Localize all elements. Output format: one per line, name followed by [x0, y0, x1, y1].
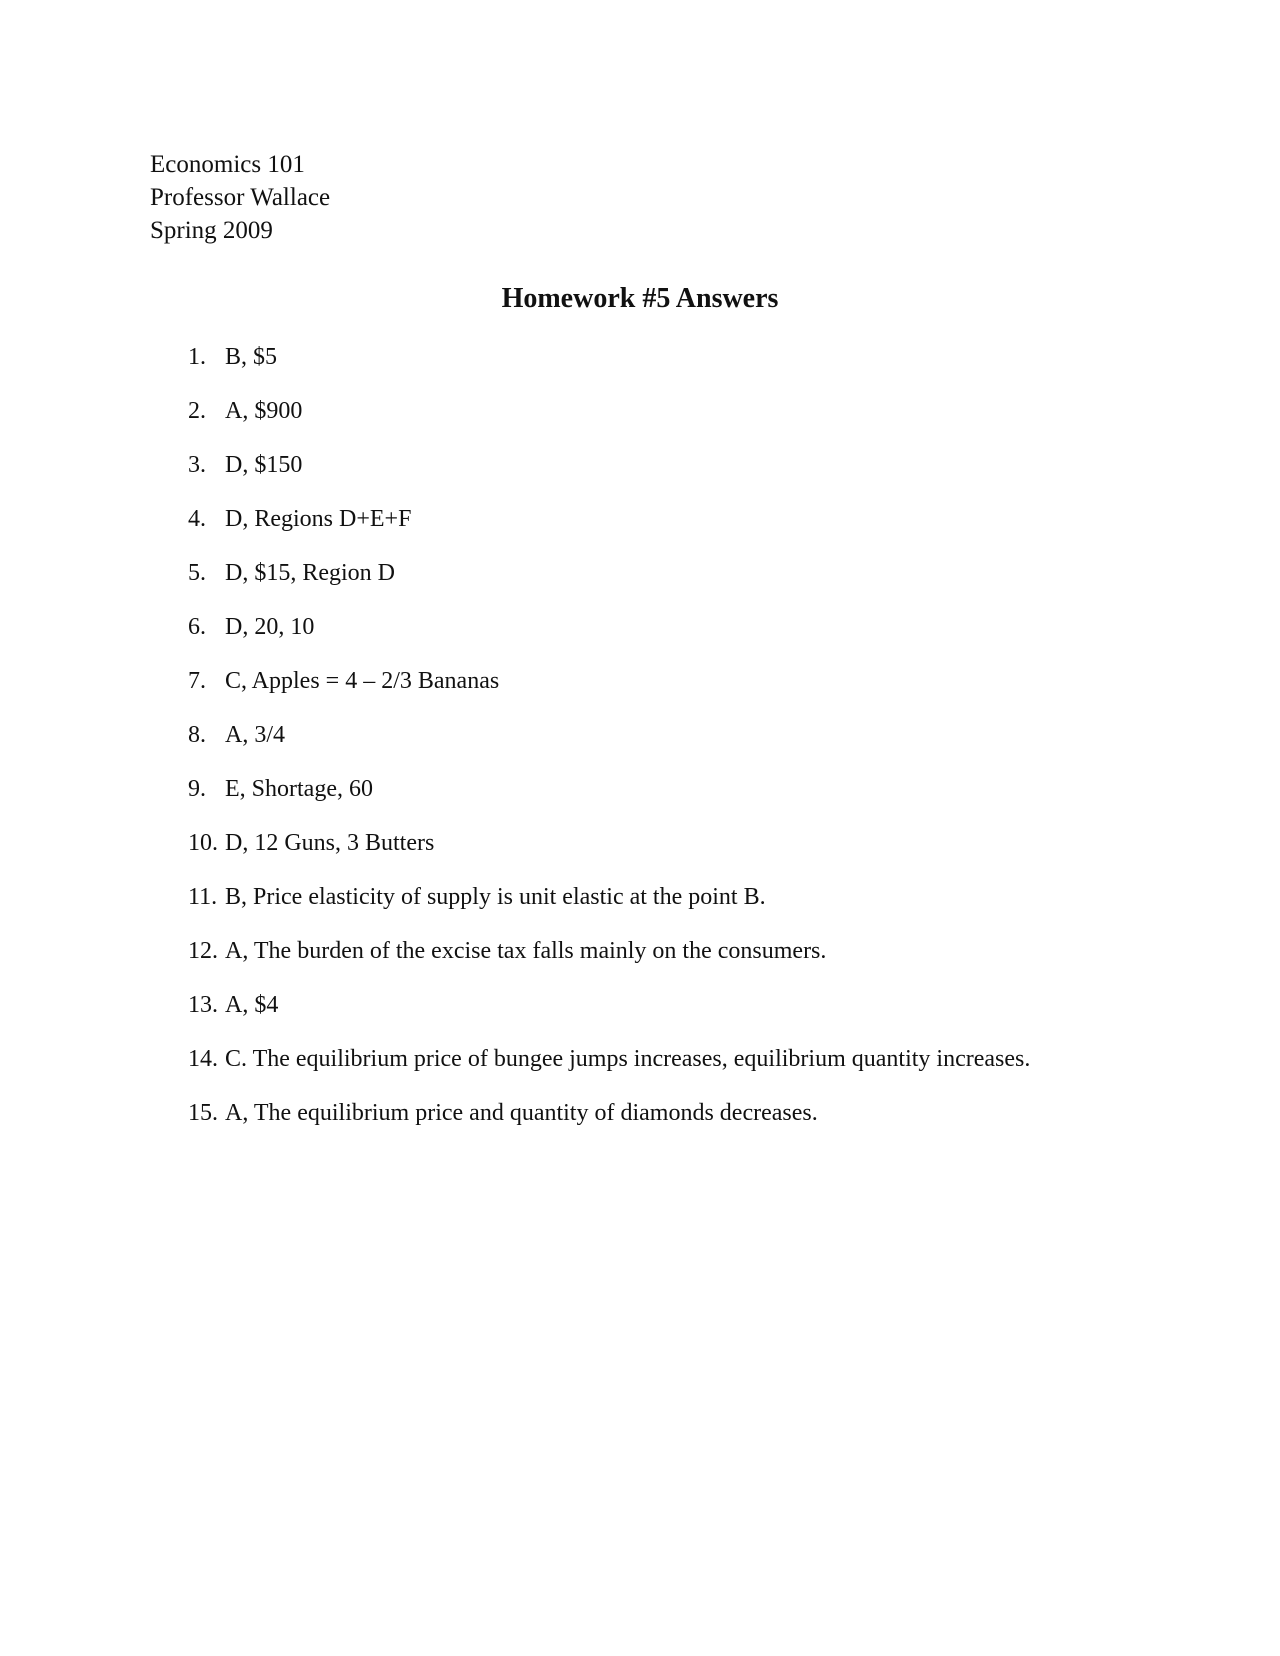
- answer-text: A, $4: [225, 992, 279, 1018]
- answer-number: 12.: [188, 938, 218, 964]
- answer-text: D, Regions D+E+F: [225, 506, 412, 532]
- answer-number: 11.: [188, 884, 218, 910]
- list-item: [188, 772, 1030, 826]
- list-item: [188, 934, 1030, 988]
- page-title: Homework #5 Answers: [501, 283, 779, 314]
- course-name: Economics 101: [150, 151, 305, 178]
- list-item: [188, 664, 1030, 718]
- answer-text: B, Price elasticity of supply is unit elastic at the point B.: [225, 884, 766, 910]
- document-header: [150, 148, 330, 247]
- list-item: [188, 988, 1030, 1042]
- answer-text: A, The burden of the excise tax falls mainly on the consumers.: [225, 938, 827, 964]
- answer-text: A, $900: [225, 398, 303, 424]
- answer-number: 9.: [188, 776, 206, 802]
- list-item: [188, 880, 1030, 934]
- list-item: [188, 1042, 1030, 1096]
- answer-number: 1.: [188, 344, 206, 370]
- answer-text: D, 20, 10: [225, 614, 315, 640]
- list-item: [188, 448, 1030, 502]
- answer-number: 5.: [188, 560, 206, 586]
- list-item: [188, 1096, 1030, 1150]
- list-item: [188, 340, 1030, 394]
- list-item: [188, 718, 1030, 772]
- answer-number: 15.: [188, 1100, 218, 1126]
- answer-number: 7.: [188, 668, 206, 694]
- instructor-name: Professor Wallace: [150, 184, 331, 211]
- answer-text: D, 12 Guns, 3 Butters: [225, 830, 435, 856]
- answer-number: 6.: [188, 614, 206, 640]
- answer-list: [188, 340, 1030, 1150]
- answer-number: 8.: [188, 722, 206, 748]
- answer-text: D, $150: [225, 452, 303, 478]
- list-item: [188, 502, 1030, 556]
- list-item: [188, 610, 1030, 664]
- answer-number: 2.: [188, 398, 206, 424]
- answer-text: C. The equilibrium price of bungee jumps increases, equilibrium quantity increases.: [225, 1046, 1031, 1072]
- answer-number: 4.: [188, 506, 206, 532]
- answer-text: A, 3/4: [225, 722, 285, 748]
- answer-text: B, $5: [225, 344, 278, 370]
- answer-text: E, Shortage, 60: [225, 776, 373, 802]
- answer-number: 14.: [188, 1046, 218, 1072]
- answer-number: 13.: [188, 992, 218, 1018]
- term: Spring 2009: [150, 217, 273, 244]
- answer-number: 10.: [188, 830, 218, 856]
- answer-text: D, $15, Region D: [225, 560, 395, 586]
- answer-text: C, Apples = 4 – 2/3 Bananas: [225, 668, 500, 694]
- list-item: [188, 826, 1030, 880]
- list-item: [188, 556, 1030, 610]
- answer-number: 3.: [188, 452, 206, 478]
- list-item: [188, 394, 1030, 448]
- answer-text: A, The equilibrium price and quantity of diamonds decreases.: [225, 1100, 818, 1126]
